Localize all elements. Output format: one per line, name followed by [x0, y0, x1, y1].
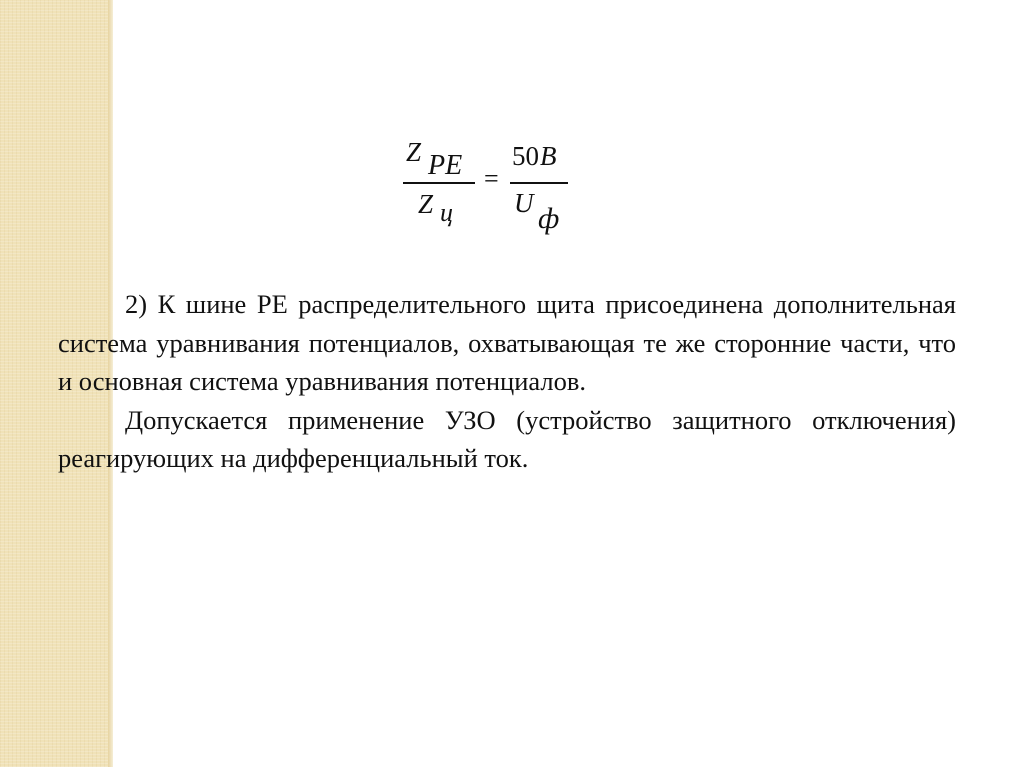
formula-lhs-fraction-bar — [403, 182, 475, 184]
formula-lhs-numerator-sub: PE — [428, 150, 463, 181]
formula-lhs-denominator: Z — [418, 189, 434, 219]
formula-rhs-denominator-sub: ф — [538, 202, 560, 235]
slide-body-text — [58, 285, 956, 478]
formula-lhs-denominator-sub: ц — [440, 198, 453, 227]
paragraph-rcd: Допускается применение УЗО (устройство защитного отключения) реагирующих на дифференциальный ток. — [58, 404, 956, 473]
paragraph-pe-bus: 2) К шине PE распределительного щита присоединена дополнительная система уравнивания потенциалов, охватывающая те же сторонние части, что и основная система уравнивания потенциалов. — [58, 289, 956, 396]
formula-rhs-numerator: 50 — [512, 141, 539, 171]
formula-rhs-fraction-bar — [510, 182, 568, 184]
formula-lhs-numerator: Z — [406, 137, 422, 167]
formula-rhs-denominator: U — [514, 188, 534, 218]
formula-equals-sign: = — [484, 164, 499, 193]
formula-rhs-numerator-unit: B — [540, 141, 557, 171]
